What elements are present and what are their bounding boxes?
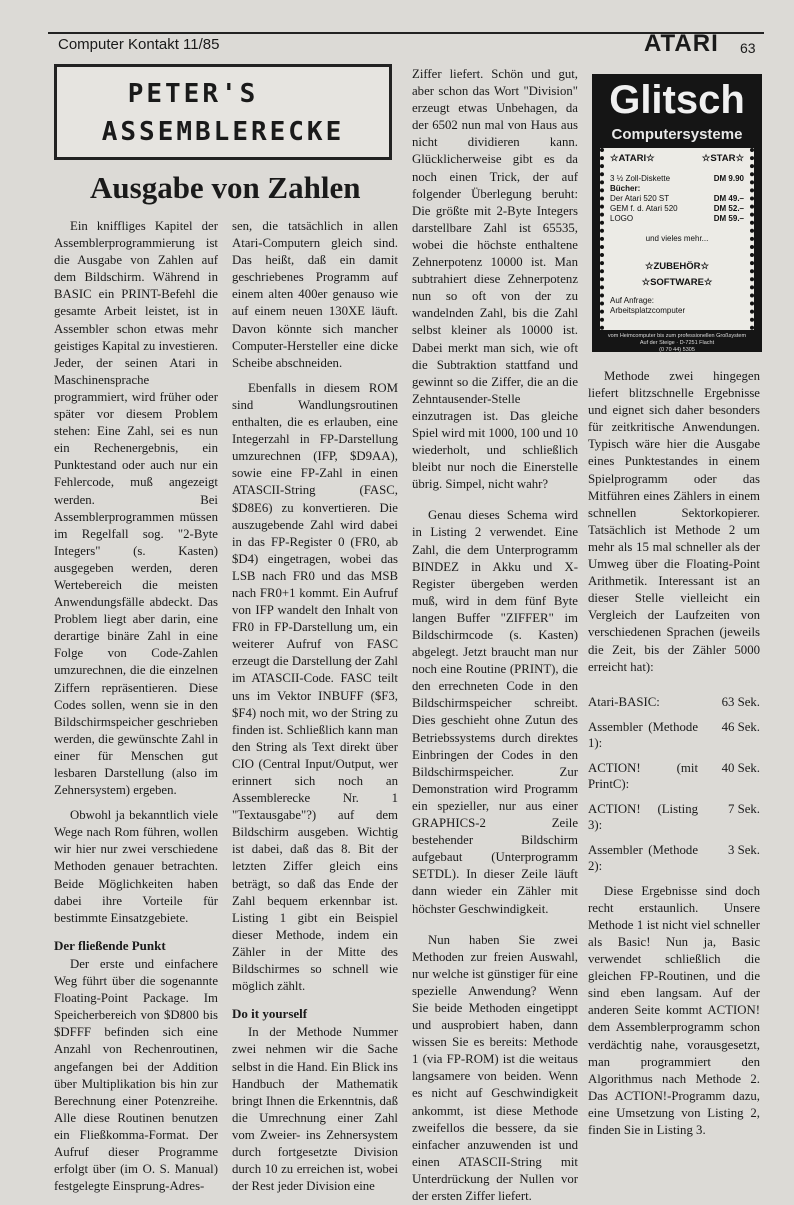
paragraph: In der Methode Nummer zwei nehmen wir die Sache selbst in die Hand. Ein Blick ins Handbuch der Mathematik bringt Ihnen die Erkenntnis, daß die Umrechnung einer Zahl vom Zweier- ins Zehnersystem durch fortgesetzte Division durch 10 zu erreichen ist, wobei der Rest jeder Division eine	[232, 1025, 398, 1194]
paragraph: Nun haben Sie zwei Methoden zur freien Auswahl, nur welche ist günstiger für eine spezielle Anwendung? Wenn Sie beide Methoden eingetippt und ausprobiert haben, dann wissen Sie es bereits: Methode 1 (via FP-ROM) ist die weitaus langsamere von beiden. Wenn es nicht auf Geschwindigkeit ankommt, ist diese Methode zweifellos die bessere, da sie einfacher anzuwenden ist und einen ATASCII-String mit Unterdrückung der Nullen vor der ersten Ziffer liefert.	[412, 932, 578, 1203]
article-column-2	[232, 218, 398, 1195]
runtime-value: 63 Sek.	[721, 694, 760, 709]
runtime-value: 3 Sek.	[728, 842, 760, 857]
ad-tag-atari: ☆ATARI☆	[610, 153, 655, 164]
page-number: 63	[740, 40, 756, 56]
ad-software: ☆SOFTWARE☆	[641, 277, 713, 288]
ad-price: DM 52.–	[713, 204, 744, 213]
ad-item: GEM f. d. Atari 520	[610, 204, 678, 213]
column-title-box	[54, 64, 392, 160]
ad-price: DM 9.90	[713, 174, 744, 183]
runtime-label: ACTION! (Listing 3):	[588, 801, 698, 832]
ad-footer	[596, 333, 758, 354]
subheading: Der fließende Punkt	[54, 937, 166, 953]
paragraph: Der erste und einfachere Weg führt über die sogenannte Floating-Point Package. Im Speicherbereich von $D800 bis $DFFF befinden sich eine Anzahl von Rechenroutinen, angefangen bei der Addition über Multiplikation bis hin zur Berechnung einer Potenzreihe. Alle diese Routinen benutzen ein Fließkomma-Format. Der Aufruf dieser Programme erfolgt über (im O. S. Manual) festgelegte Einsprung-Adres-	[54, 956, 218, 1194]
runtime-label: ACTION! (mit PrintC):	[588, 760, 698, 791]
runtime-label: Assembler (Methode 2):	[588, 842, 698, 873]
paragraph: Obwohl ja bekanntlich viele Wege nach Rom führen, wollen wir hier nur zwei verschiedene Methoden genauer betrachten. Beide Möglichkeiten haben dabei ihre Vorteile für bestimmte Einsatzgebiete.	[54, 808, 218, 925]
runtime-row	[588, 842, 760, 874]
runtime-row	[588, 694, 760, 710]
runtime-row	[588, 719, 760, 751]
article-column-1	[54, 218, 218, 1195]
subheading: Do it yourself	[232, 1006, 308, 1022]
paragraph: sen, die tatsächlich in allen Atari-Computern gleich sind. Das heißt, daß ein damit geschriebenes Programm auf einem alten 400er genauso wie auf einem neuen 130XE läuft. Davon könnte sich mancher Computer-Hersteller eine dicke Scheibe abschneiden.	[232, 219, 398, 370]
ad-price: DM 49.–	[713, 194, 744, 203]
column-title-line2: ASSEMBLERECKE	[101, 117, 345, 147]
ad-books-label: Bücher:	[610, 184, 641, 193]
ad-footer-line: vom Heimcomputer bis zum professionellen Großsystem	[607, 333, 747, 339]
section-brand: ATARI	[644, 30, 719, 57]
ad-item: Der Atari 520 ST	[610, 194, 670, 203]
runtime-value: 7 Sek.	[728, 801, 760, 816]
ad-item: LOGO	[610, 214, 634, 223]
paragraph: Diese Ergebnisse sind doch recht erstaunlich. Unsere Methode 1 ist nicht viel schneller als Basic! Nun ja, Basic verwendet schließlich die gleichen FP-Routinen, und die sind eben langsam. Auf der anderen Seite kommt ACTION! dem Assemblerprogramm schon verdächtig nahe, vorausgesetzt, man programmiert den Algorithmus nach Methode 2. Das ACTION!-Programm dazu, eine Umsetzung von Listing 2, finden Sie in Listing 3.	[588, 883, 760, 1137]
article-headline: Ausgabe von Zahlen	[90, 170, 361, 205]
magazine-issue: Computer Kontakt 11/85	[58, 36, 220, 53]
advertisement	[592, 74, 762, 352]
ad-subtitle: Computersysteme	[611, 126, 743, 143]
ad-price: DM 59.–	[713, 214, 744, 223]
paragraph: Ziffer liefert. Schön und gut, aber schon das Wort "Division" erzeugt etwas Unbehagen, da der 6502 nun mal von Haus aus nicht dividieren kann. Glücklicherweise gibt es da noch einen Trick, der auf folgender Überlegung beruht: Die größte mit 2-Byte Integers darstellbare Zahl ist 65535, wobei die höchste enthaltene Zehnerpotenz 10000 ist. Man subtrahiert diese Zehnerpotenz nun so oft von der zu wandelnden Zahl, bis die Zahl selbst kleiner als 10000 ist. Dabei merkt man sich, wie oft die Subtraktion stattfand und gewinnt so die Ziffer, die an die Zehntausender-Stelle einzutragen ist. Das gleiche Spiel wird mit 1000, 100 und 10 wiederholt, und schließlich bleibt nur noch die Einerstelle übrig. Simpel, nicht wahr?	[412, 67, 579, 492]
ad-footer-line: (0 70 44) 5305	[659, 347, 695, 353]
runtime-comparison-list	[588, 694, 760, 874]
runtime-label: Assembler (Methode 1):	[588, 719, 698, 750]
ad-tag-star: ☆STAR☆	[701, 153, 744, 164]
runtime-row	[588, 801, 760, 833]
ad-panel	[600, 148, 754, 330]
runtime-value: 46 Sek.	[721, 719, 760, 734]
article-column-3	[412, 66, 578, 1205]
ad-accessories: ☆ZUBEHÖR☆	[644, 261, 709, 272]
runtime-label: Atari-BASIC:	[588, 694, 660, 709]
ad-item: 3 ½ Zoll-Diskette	[610, 174, 671, 183]
column-title-line1: PETER'S	[127, 79, 259, 109]
runtime-value: 40 Sek.	[721, 760, 760, 775]
runtime-row	[588, 760, 760, 792]
ad-brand: Glitsch	[609, 78, 745, 122]
ad-footer-line: Auf der Steige · D-7251 Flacht	[639, 340, 715, 346]
ad-more: und vieles mehr...	[645, 234, 709, 243]
paragraph: Ein kniffliges Kapitel der Assemblerprogrammierung ist die Ausgabe von Zahlen auf dem Bildschirm. Während in BASIC ein PRINT-Befehl die gesamte Arbeit leistet, ist in Assembler schon etwas mehr geistiges Kapital zu investieren. Jeder, der seinen Atari in Maschinensprache programmiert, wird früher oder später vor diesem Problem stehen: Eine Zahl, sei es nun ein Rechenergebnis, ein Punktestand oder auch nur ein Fehlercode, muß angezeigt werden. Bei Assemblerprogrammen müssen im Regelfall sog. "2-Byte Integers" (s. Kasten) ausgegeben werden, deren Wertebereich die meisten Anwendungsfälle abdeckt. Das Problem liegt aber darin, eine derartige binäre Zahl in eine Folge von Code-Zahlen umzurechnen, die die einzelnen Ziffern repräsentieren. Diese Codes sollen, wenn sie in den Bildschirmspeicher geschrieben werden, die gewünschte Zahl in einer für Menschen gut lesbaren Darstellung (also im Zehnersystem) ergeben.	[54, 219, 218, 798]
ad-request-item: Arbeitsplatzcomputer	[610, 306, 686, 315]
paragraph: Methode zwei hingegen liefert blitzschnelle Ergebnisse und eignet sich daher besonders für zeitkritische Anwendungen. Typisch wäre hier die Ausgabe eines Punktestandes in einem Spielprogramm oder das Mitführen eines Zählers in einem schnellen Sektorkopierer. Tatsächlich ist Methode 2 um mehr als 15 mal schneller als der Umweg über die Floating-Point Arithmetik. Interessant ist an dieser Stelle vielleicht ein Vergleich der Laufzeiten von verschiedenen Sprachen (jeweils die Zeit, bis der Zähler 5000 erreicht hat):	[588, 369, 760, 674]
ad-request-label: Auf Anfrage:	[610, 296, 655, 305]
paragraph: Genau dieses Schema wird in Listing 2 verwendet. Eine Zahl, die dem Unterprogramm BINDEZ in Akku und X-Register übergeben werden muß, wird in dem fünf Byte langen Buffer "ZIFFER" im Bildschirmcode (s. Kasten) abgelegt. Jetzt braucht man nur noch eine Routine (PRINT), die den errechneten Code in den Bildschirmspeicher schreibt. Dies geschieht ohne Zutun des Betriebssystems durch direktes Einbringen der Codes in den Bildschirmspeicher. Zur Demonstration wird Programm ein spezieller, nur aus einer GRAPHICS-2 Zeile bestehender Bildschirm aufgebaut (Unterprogramm SETDL). In dieser Zeile läuft dann wieder ein Zähler mit höchster Geschwindigkeit.	[412, 508, 578, 916]
paragraph: Ebenfalls in diesem ROM sind Wandlungsroutinen enthalten, die es erlauben, eine Integerzahl in FP-Darstellung umzurechnen (IFP, $D9AA), sowie eine FP-Zahl in einen ATASCII-String (FASC, $D8E6) zu konvertieren. Die auszugebende Zahl wird dabei in das FP-Register 0 (FR0, ab $D4) eingetragen, wobei das LSB nach FR0 und das MSB nach FR0+1 kommt. Ein Aufruf von IFP wandelt den Inhalt von FR0 in FP-Darstellung um, ein weiterer Aufruf von FASC erzeugt die Darstellung der Zahl im ATASCII-Code. FASC teilt uns im Vektor INBUFF ($F3, $F4) noch mit, wo der String zu finden ist. Schließlich kann man den String als Text direkt über CIO (Central Input/Output, wer erinnert sich noch an Assemblerecke Nr. 1 "Textausgabe"?) auf dem Bildschirm ausgeben. Wichtig ist dabei, daß das 8. Bit der letzten Ziffer gleich eins beträgt, so daß das Ende der Zahl bequem erkennbar ist. Listing 1 gibt ein Beispiel dieser Methode, indem ein Zähler in der Mitte des Bildschirmes so schnell wie möglich zählt.	[232, 380, 398, 994]
article-column-4	[588, 368, 760, 1139]
